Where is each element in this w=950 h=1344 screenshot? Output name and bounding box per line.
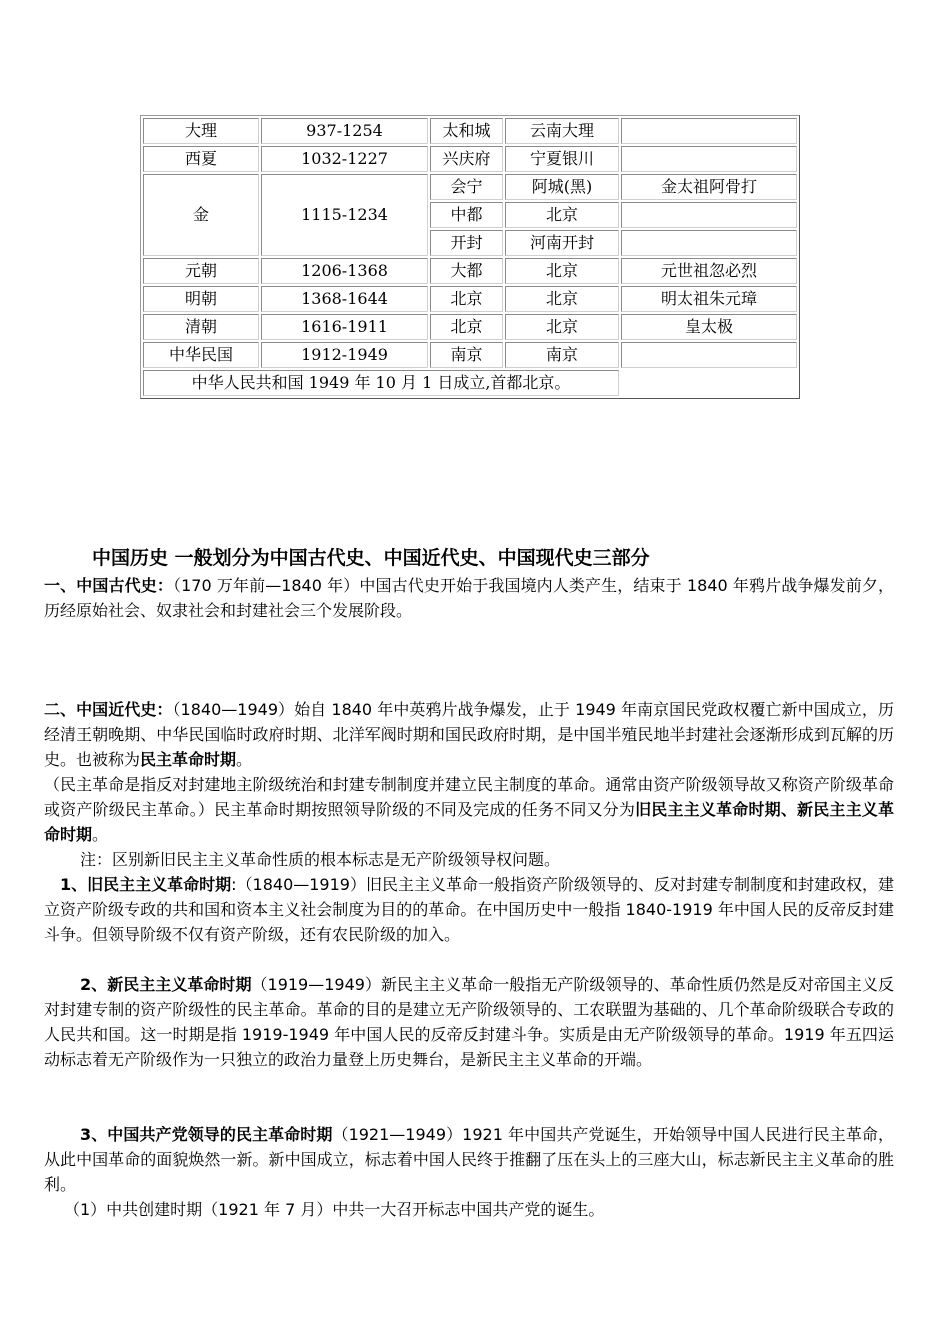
page-heading: 中国历史 一般划分为中国古代史、中国近代史、中国现代史三部分 (92, 547, 650, 569)
present-location-cell: 北京 (505, 202, 619, 228)
present-location-cell: 北京 (505, 258, 619, 284)
founder-cell (621, 230, 797, 256)
item-label: 3、中国共产党领导的民主革命时期 (80, 1125, 333, 1144)
capital-cell: 北京 (430, 314, 503, 340)
table-row (143, 118, 797, 144)
founder-cell (621, 342, 797, 368)
years-cell: 1912-1949 (261, 342, 428, 368)
bold-term: 旧民主主义革命时期、新民主主义革命时期 (44, 800, 894, 844)
item-text: （1919—1949）新民主主义革命一般指无产阶级领导的、革命性质仍然是反对帝国主义反对封建专制的资产阶级性的民主革命。革命的目的是建立无产阶级领导的、工农联盟为基础的、几个革命阶级联合专政的人民共和国。这一时期是指 1919-1949 年中国人民的反帝反封建斗争。实质是由无产阶级领导的革命。1919 年五四运动标志着无产阶级作为一只独立的政治力量登上历史舞台，是新民主主义革命的开端。 (44, 975, 894, 1069)
present-location-cell: 云南大理 (505, 118, 619, 144)
present-location-cell: 北京 (505, 286, 619, 312)
capital-cell: 南京 (430, 342, 503, 368)
item-text: :（1840—1919）旧民主主义革命一般指资产阶级领导的、反对封建专制制度和封建政权，建立资产阶级专政的共和国和资本主义社会制度为目的的革命。在中国历史中一般指 1840-1919 年中国人民的反帝反封建斗争。但领导阶级不仅有资产阶级，还有农民阶级的加入。 (44, 875, 894, 944)
years-cell: 1206-1368 (261, 258, 428, 284)
capital-cell: 大都 (430, 258, 503, 284)
dynasty-name-cell: 清朝 (143, 314, 259, 340)
section-text: （170 万年前—1840 年）中国古代史开始于我国境内人类产生，结束于 1840 年鸦片战争爆发前夕，历经原始社会、奴隶社会和封建社会三个发展阶段。 (44, 576, 894, 620)
capital-cell: 中都 (430, 202, 503, 228)
table-row (143, 258, 797, 284)
section-text: （1840—1949）始自 1840 年中英鸦片战争爆发，止于 1949 年南京国民党政权覆亡新中国成立，历经清王朝晚期、中华民国临时政府时期、北洋军阀时期和国民政府时期，是中国半殖民地半封建社会逐渐形成到瓦解的历史。也被称为 (44, 700, 894, 769)
item-label: 2、新民主主义革命时期 (80, 975, 252, 994)
founder-cell: 元世祖忽必烈 (621, 258, 797, 284)
capital-cell: 北京 (430, 286, 503, 312)
founder-cell (621, 118, 797, 144)
table-row (143, 370, 797, 396)
item-cpc-revolution (44, 1122, 894, 1197)
table-row (143, 174, 797, 200)
item-old-democratic (44, 872, 894, 947)
years-cell: 1032-1227 (261, 146, 428, 172)
dynasty-name-cell: 元朝 (143, 258, 259, 284)
founder-cell: 皇太极 (621, 314, 797, 340)
capital-cell: 兴庆府 (430, 146, 503, 172)
present-location-cell: 阿城(黑) (505, 174, 619, 200)
sub-item: （1）中共创建时期（1921 年 7 月）中共一大召开标志中国共产党的诞生。 (64, 1200, 605, 1219)
table-row (143, 342, 797, 368)
dynasty-table (140, 115, 800, 399)
item-label: 1、旧民主主义革命时期 (60, 875, 232, 894)
present-location-cell: 北京 (505, 314, 619, 340)
punctuation: 。 (236, 750, 253, 769)
item-text: （1921—1949）1921 年中国共产党诞生，开始领导中国人民进行民主革命，从此中国革命的面貌焕然一新。新中国成立，标志着中国人民终于推翻了压在头上的三座大山，标志新民主主义革命的胜利。 (44, 1125, 894, 1194)
democracy-paragraph (44, 772, 894, 847)
punctuation: 。 (92, 825, 109, 844)
dynasty-name-cell: 大理 (143, 118, 259, 144)
paragraph-text: （民主革命是指反对封建地主阶级统治和封建专制制度并建立民主制度的革命。通常由资产阶级领导故又称资产阶级革命或资产阶级民主革命。）民主革命时期按照领导阶级的不同及完成的任务不同又分为 (44, 775, 894, 819)
years-cell: 1616-1911 (261, 314, 428, 340)
present-location-cell: 宁夏银川 (505, 146, 619, 172)
note-line: 注：区别新旧民主主义革命性质的根本标志是无产阶级领导权问题。 (80, 850, 561, 869)
founder-cell (621, 202, 797, 228)
section-modern-history (44, 697, 894, 772)
dynasty-name-cell: 明朝 (143, 286, 259, 312)
founder-cell: 明太祖朱元璋 (621, 286, 797, 312)
item-new-democratic (44, 972, 894, 1072)
table-row (143, 146, 797, 172)
founder-cell: 金太祖阿骨打 (621, 174, 797, 200)
table-note: 中华人民共和国 1949 年 10 月 1 日成立,首都北京。 (143, 370, 619, 396)
table-row (143, 314, 797, 340)
founder-cell (621, 146, 797, 172)
years-cell: 937-1254 (261, 118, 428, 144)
section-label: 二、中国近代史： (44, 700, 173, 719)
dynasty-name-cell: 金 (143, 174, 259, 256)
capital-cell: 太和城 (430, 118, 503, 144)
present-location-cell: 河南开封 (505, 230, 619, 256)
table-row (143, 286, 797, 312)
capital-cell: 开封 (430, 230, 503, 256)
section-ancient-history (44, 573, 894, 623)
bold-term: 民主革命时期 (140, 750, 237, 769)
dynasty-name-cell: 中华民国 (143, 342, 259, 368)
present-location-cell: 南京 (505, 342, 619, 368)
years-cell: 1368-1644 (261, 286, 428, 312)
section-label: 一、中国古代史： (44, 576, 173, 595)
capital-cell: 会宁 (430, 174, 503, 200)
dynasty-name-cell: 西夏 (143, 146, 259, 172)
years-cell: 1115-1234 (261, 174, 428, 256)
